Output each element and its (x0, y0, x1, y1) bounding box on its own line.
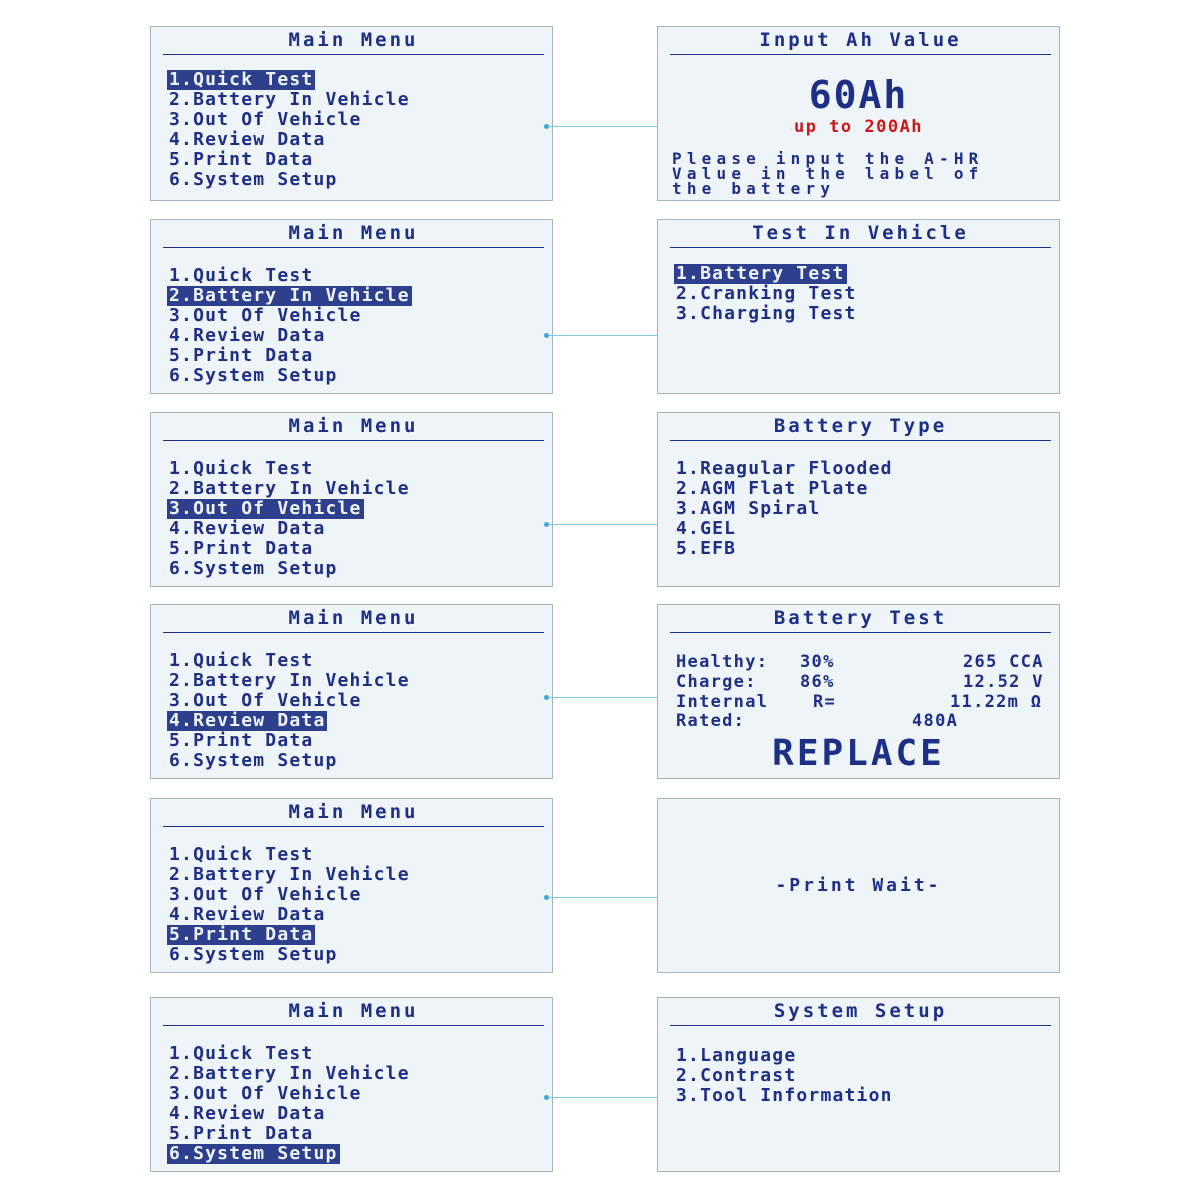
rated-label: Rated: (676, 711, 746, 731)
battery-type-list (674, 459, 895, 559)
menu-item-tool-information[interactable]: 3.Tool Information (676, 1085, 893, 1106)
verdict-text: REPLACE (772, 733, 945, 774)
menu-item-out-of-vehicle[interactable]: 3.Out Of Vehicle (169, 884, 362, 905)
rated-row (676, 711, 959, 731)
screen-title: Main Menu (163, 413, 544, 441)
main-menu-list (167, 1044, 412, 1164)
connector-dot (544, 333, 549, 338)
menu-item-quick-test[interactable]: 1.Quick Test (169, 844, 314, 865)
menu-item-print-data[interactable]: 5.Print Data (169, 149, 314, 170)
healthy-value: 30% (800, 652, 835, 672)
menu-item-quick-test[interactable]: 1.Quick Test (169, 1043, 314, 1064)
menu-item-battery-in-vehicle[interactable]: 2.Battery In Vehicle (169, 89, 410, 110)
menu-item-print-data[interactable]: 5.Print Data (169, 538, 314, 559)
main-menu-list (167, 266, 412, 386)
menu-item-print-data[interactable]: 5.Print Data (169, 924, 314, 945)
menu-item-agm-spiral[interactable]: 3.AGM Spiral (676, 498, 821, 519)
connector-line (548, 897, 663, 898)
menu-item-agm-flat-plate[interactable]: 2.AGM Flat Plate (676, 478, 869, 499)
main-menu-screen-4 (150, 604, 553, 779)
menu-item-review-data[interactable]: 4.Review Data (169, 1103, 326, 1124)
menu-item-system-setup[interactable]: 6.System Setup (169, 750, 338, 771)
r-label: R= (813, 692, 837, 712)
screen-title: Main Menu (163, 220, 544, 248)
voltage-value: 12.52 V (963, 672, 1044, 692)
connector-dot (544, 695, 549, 700)
menu-item-print-data[interactable]: 5.Print Data (169, 730, 314, 751)
menu-item-battery-in-vehicle[interactable]: 2.Battery In Vehicle (169, 1063, 410, 1084)
internal-resistance-row (676, 692, 1043, 712)
cca-value: 265 CCA (963, 652, 1044, 672)
test-in-vehicle-screen (657, 219, 1060, 394)
main-menu-screen-2 (150, 219, 553, 394)
main-menu-list (167, 651, 412, 771)
connector-line (548, 126, 663, 127)
main-menu-screen-3 (150, 412, 553, 587)
menu-item-out-of-vehicle[interactable]: 3.Out Of Vehicle (169, 498, 362, 519)
ah-instructions: Please input the A-HR Value in the label of the battery (672, 149, 984, 198)
menu-item-print-data[interactable]: 5.Print Data (169, 1123, 314, 1144)
menu-item-quick-test[interactable]: 1.Quick Test (169, 650, 314, 671)
ah-range: up to 200Ah (793, 117, 924, 137)
menu-item-review-data[interactable]: 4.Review Data (169, 710, 326, 731)
connector-line (548, 1097, 663, 1098)
menu-item-out-of-vehicle[interactable]: 3.Out Of Vehicle (169, 109, 362, 130)
battery-test-screen (657, 604, 1060, 779)
screen-title: Battery Type (670, 413, 1051, 441)
menu-item-out-of-vehicle[interactable]: 3.Out Of Vehicle (169, 305, 362, 326)
healthy-label: Healthy: (676, 652, 769, 672)
menu-item-battery-in-vehicle[interactable]: 2.Battery In Vehicle (169, 478, 410, 499)
screen-title: Battery Test (670, 605, 1051, 633)
menu-item-system-setup[interactable]: 6.System Setup (169, 169, 338, 190)
menu-item-out-of-vehicle[interactable]: 3.Out Of Vehicle (169, 1083, 362, 1104)
internal-label: Internal (676, 692, 769, 712)
screen-title: Main Menu (163, 27, 544, 55)
menu-item-system-setup[interactable]: 6.System Setup (169, 1143, 338, 1164)
menu-item-review-data[interactable]: 4.Review Data (169, 129, 326, 150)
menu-item-out-of-vehicle[interactable]: 3.Out Of Vehicle (169, 690, 362, 711)
menu-item-efb[interactable]: 5.EFB (676, 538, 737, 559)
ah-value[interactable]: 60Ah (808, 73, 909, 117)
resistance-value: 11.22m Ω (950, 692, 1043, 712)
system-setup-list (674, 1046, 895, 1106)
menu-item-system-setup[interactable]: 6.System Setup (169, 558, 338, 579)
screen-title: Input Ah Value (670, 27, 1051, 55)
menu-item-review-data[interactable]: 4.Review Data (169, 518, 326, 539)
menu-item-language[interactable]: 1.Language (676, 1045, 797, 1066)
print-wait-message: -Print Wait- (775, 875, 942, 896)
menu-item-system-setup[interactable]: 6.System Setup (169, 365, 338, 386)
menu-item-regular-flooded[interactable]: 1.Reagular Flooded (676, 458, 893, 479)
menu-item-cranking-test[interactable]: 2.Cranking Test (676, 283, 857, 304)
menu-item-quick-test[interactable]: 1.Quick Test (169, 265, 314, 286)
menu-item-gel[interactable]: 4.GEL (676, 518, 737, 539)
main-menu-screen-5 (150, 798, 553, 973)
battery-type-screen (657, 412, 1060, 587)
screen-title: Main Menu (163, 799, 544, 827)
main-menu-list (167, 459, 412, 579)
connector-dot (544, 1095, 549, 1100)
menu-item-contrast[interactable]: 2.Contrast (676, 1065, 797, 1086)
connector-line (548, 697, 663, 698)
main-menu-list (167, 845, 412, 965)
system-setup-screen (657, 997, 1060, 1172)
menu-item-battery-in-vehicle[interactable]: 2.Battery In Vehicle (169, 670, 410, 691)
menu-item-battery-in-vehicle[interactable]: 2.Battery In Vehicle (169, 285, 410, 306)
main-menu-list (167, 70, 412, 190)
menu-item-review-data[interactable]: 4.Review Data (169, 325, 326, 346)
menu-item-battery-in-vehicle[interactable]: 2.Battery In Vehicle (169, 864, 410, 885)
menu-item-print-data[interactable]: 5.Print Data (169, 345, 314, 366)
screen-title: Main Menu (163, 605, 544, 633)
connector-dot (544, 124, 549, 129)
healthy-row (676, 652, 1044, 672)
connector-dot (544, 522, 549, 527)
menu-item-quick-test[interactable]: 1.Quick Test (169, 458, 314, 479)
test-in-vehicle-list (674, 264, 859, 324)
charge-row (676, 672, 1044, 692)
connector-dot (544, 895, 549, 900)
screen-title: Main Menu (163, 998, 544, 1026)
screen-title: Test In Vehicle (670, 220, 1051, 248)
input-ah-screen (657, 26, 1060, 201)
menu-item-battery-test[interactable]: 1.Battery Test (676, 263, 845, 284)
connector-line (548, 335, 663, 336)
rated-value: 480A (912, 711, 959, 731)
main-menu-screen-1 (150, 26, 553, 201)
screen-title: System Setup (670, 998, 1051, 1026)
charge-label: Charge: (676, 672, 757, 692)
menu-item-system-setup[interactable]: 6.System Setup (169, 944, 338, 965)
charge-value: 86% (800, 672, 835, 692)
connector-line (548, 524, 663, 525)
print-wait-screen (657, 798, 1060, 973)
main-menu-screen-6 (150, 997, 553, 1172)
menu-item-charging-test[interactable]: 3.Charging Test (676, 303, 857, 324)
menu-item-review-data[interactable]: 4.Review Data (169, 904, 326, 925)
menu-item-quick-test[interactable]: 1.Quick Test (169, 69, 314, 90)
